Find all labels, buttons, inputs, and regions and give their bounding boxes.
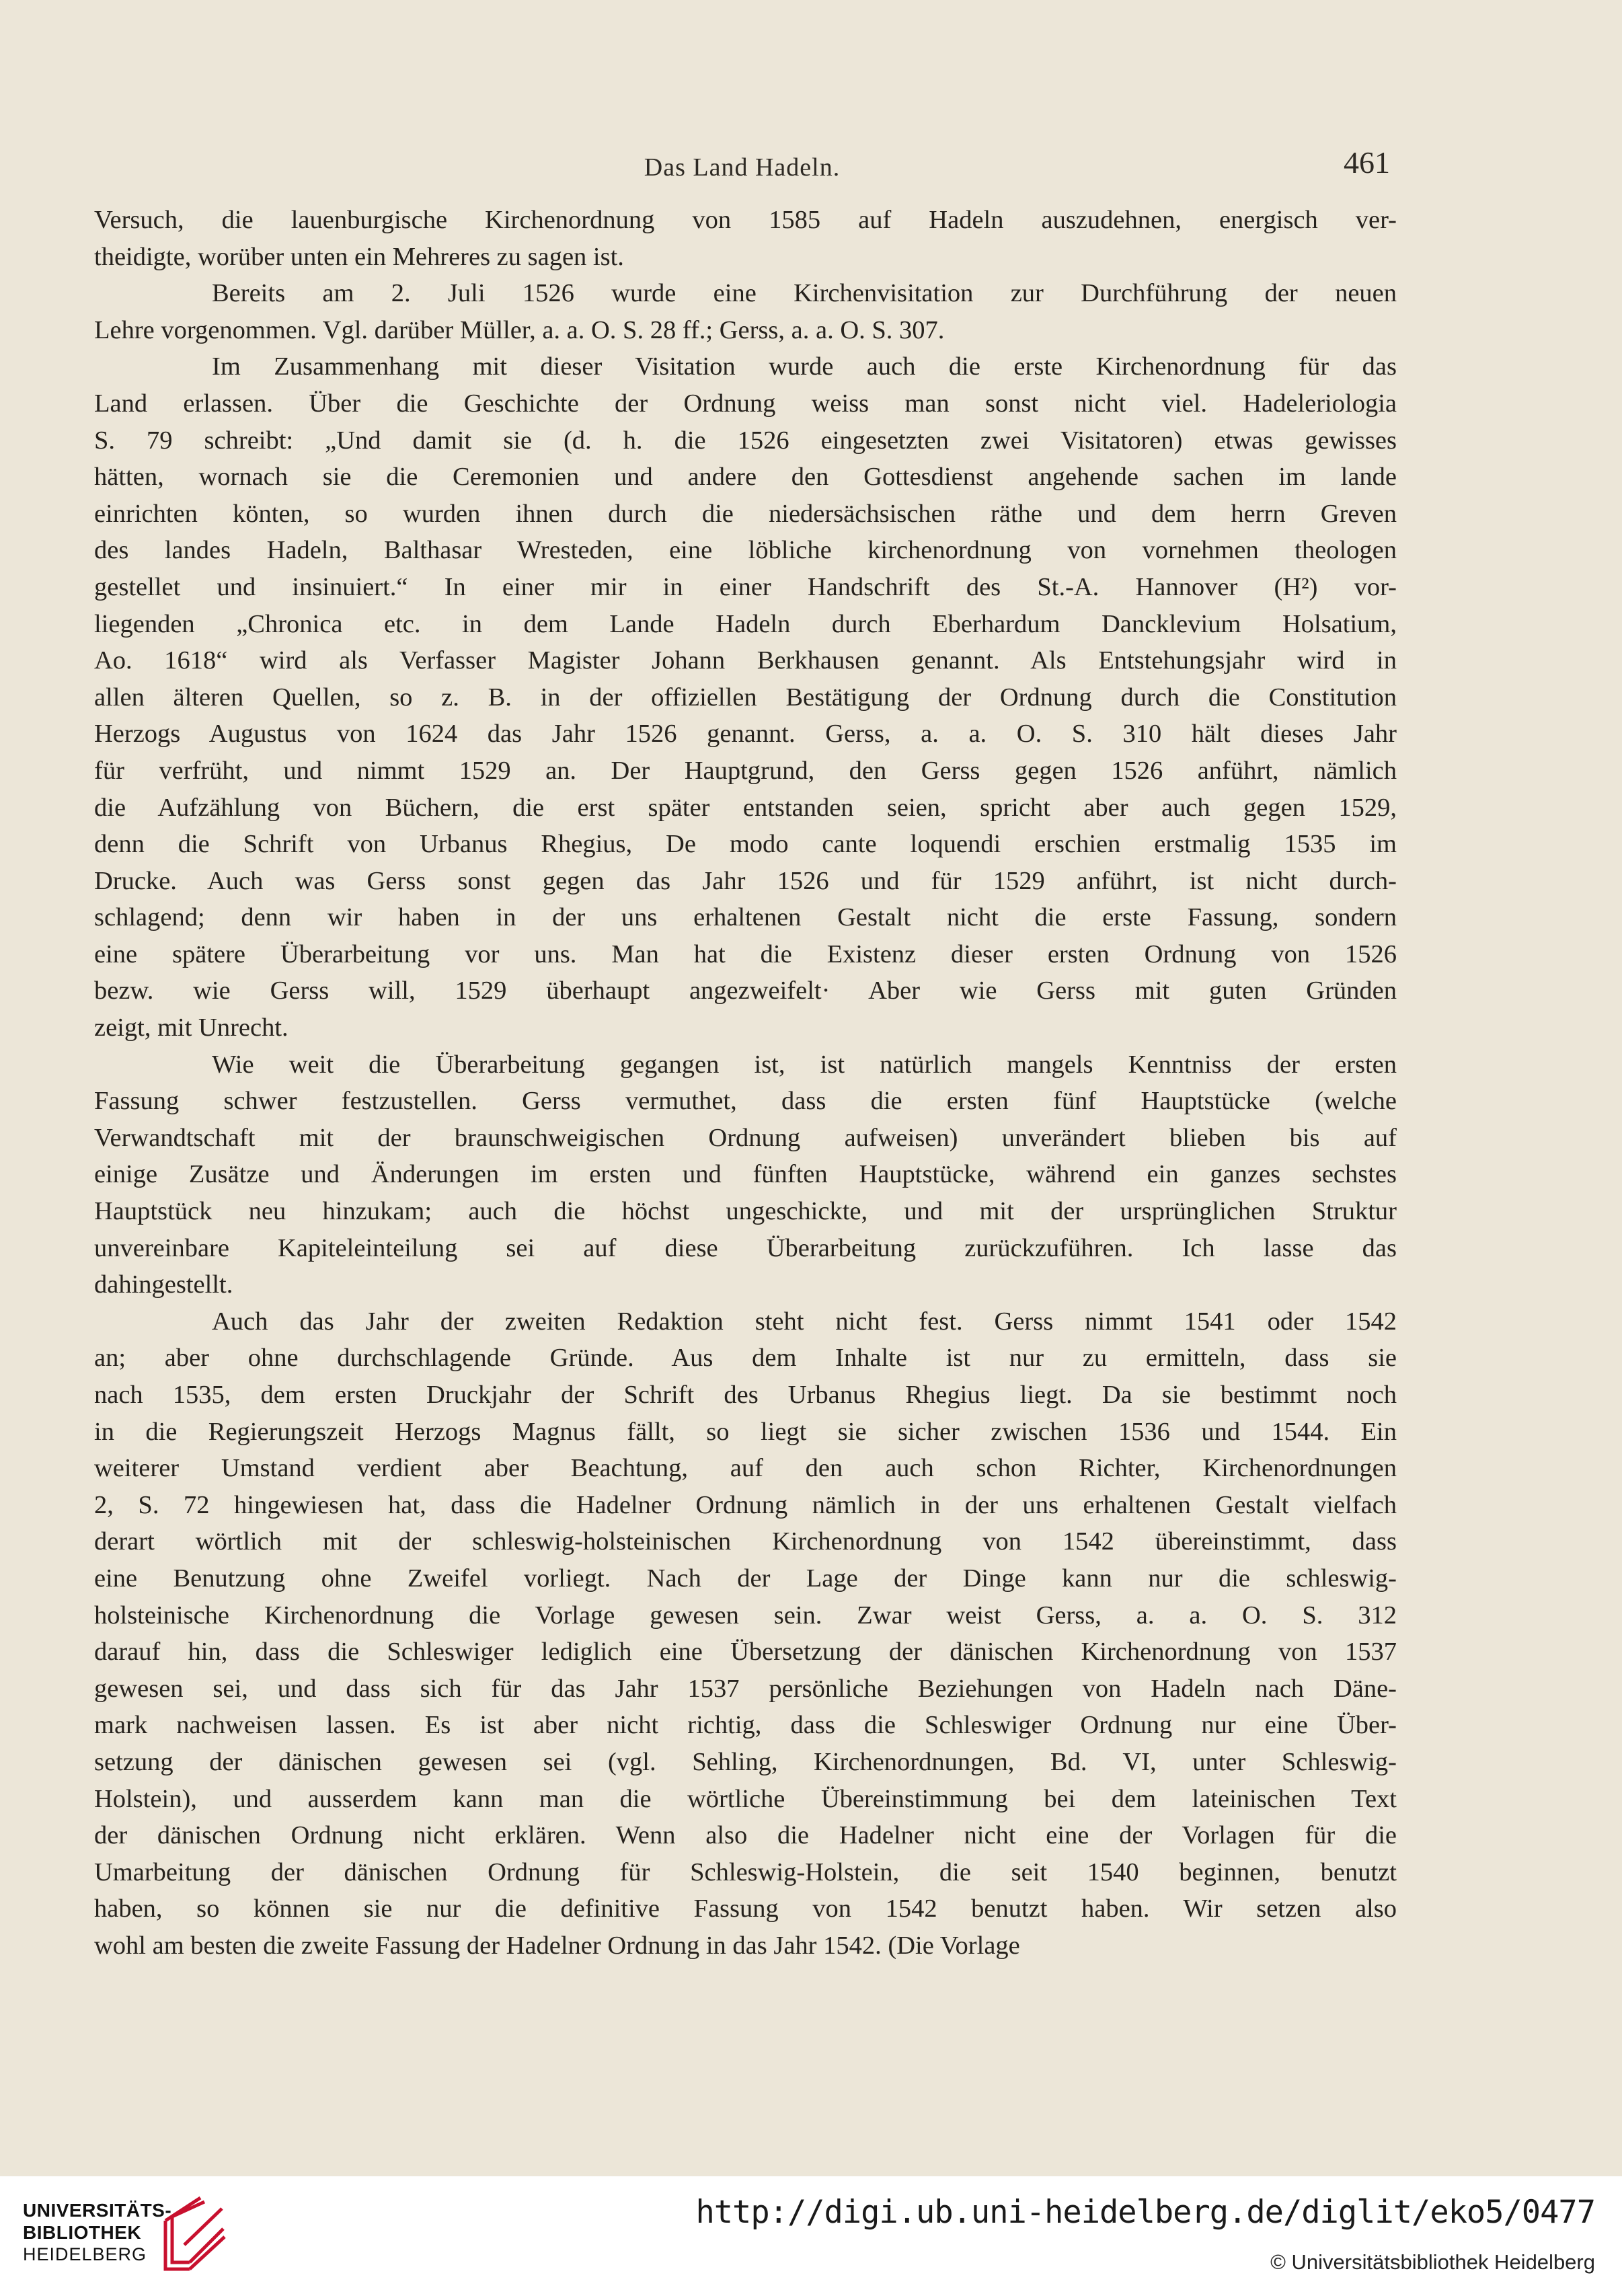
text-line: Hauptstück neu hinzukam; auch die höchst ungeschickte, und mit der ursprünglichen Struktur: [94, 1197, 1397, 1226]
text-line: an; aber ohne durchschlagende Gründe. Aus dem Inhalte ist nur zu ermitteln, dass sie: [94, 1344, 1397, 1373]
text-line: nach 1535, dem ersten Druckjahr der Schrift des Urbanus Rhegius liegt. Da sie bestimmt noch: [94, 1381, 1397, 1409]
text-line: unvereinbare Kapiteleinteilung sei auf diese Überarbeitung zurückzuführen. Ich lasse das: [94, 1233, 1397, 1262]
text-line: weiterer Umstand verdient aber Beachtung, auf den auch schon Richter, Kirchenordnungen: [94, 1454, 1397, 1483]
text-line: Drucke. Auch was Gerss sonst gegen das Jahr 1526 und für 1529 anführt, ist nicht durch-: [94, 866, 1397, 895]
body-text: [94, 202, 1397, 1964]
logo-line-2: BIBLIOTHEK: [23, 2222, 142, 2243]
text-line: eine spätere Überarbeitung vor uns. Man hat die Existenz dieser ersten Ordnung von 1526: [94, 940, 1397, 968]
text-line: Fassung schwer festzustellen. Gerss vermuthet, dass die ersten fünf Hauptstücke (welche: [94, 1087, 1397, 1116]
text-line: Auch das Jahr der zweiten Redaktion steht nicht fest. Gerss nimmt 1541 oder 1542: [212, 1307, 1397, 1336]
text-line: eine Benutzung ohne Zweifel vorliegt. Nach der Lage der Dinge kann nur die schleswig-: [94, 1564, 1397, 1593]
text-line: allen älteren Quellen, so z. B. in der offiziellen Bestätigung der Ordnung durch die Constitution: [94, 683, 1397, 712]
text-line: Herzogs Augustus von 1624 das Jahr 1526 genannt. Gerss, a. a. O. S. 310 hält dieses Jahr: [94, 720, 1397, 749]
text-line: wohl am besten die zweite Fassung der Hadelner Ordnung in das Jahr 1542. (Die Vorlage: [94, 1931, 1020, 1960]
text-line: Umarbeitung der dänischen Ordnung für Schleswig-Holstein, die seit 1540 beginnen, benutzt: [94, 1858, 1397, 1886]
page-number: 461: [1344, 145, 1390, 180]
text-line: haben, so können sie nur die definitive Fassung von 1542 benutzt haben. Wir setzen also: [94, 1895, 1397, 1923]
text-line: 2, S. 72 hingewiesen hat, dass die Hadelner Ordnung nämlich in der uns erhaltenen Gestalt vielfach: [94, 1490, 1397, 1519]
text-line: holsteinische Kirchenordnung die Vorlage gewesen sein. Zwar weist Gerss, a. a. O. S. 312: [94, 1601, 1397, 1630]
text-line: Ao. 1618“ wird als Verfasser Magister Johann Berkhausen genannt. Als Entstehungsjahr wird in: [94, 646, 1397, 675]
text-line: einrichten könten, so wurden ihnen durch die niedersächsischen räthe und dem herrn Greven: [94, 499, 1397, 528]
text-line: Im Zusammenhang mit dieser Visitation wurde auch die erste Kirchenordnung für das: [212, 352, 1397, 381]
text-line: bezw. wie Gerss will, 1529 überhaupt angezweifelt· Aber wie Gerss mit guten Gründen: [94, 977, 1397, 1005]
text-line: schlagend; denn wir haben in der uns erhaltenen Gestalt nicht die erste Fassung, sondern: [94, 903, 1397, 932]
text-line: Wie weit die Überarbeitung gegangen ist, ist natürlich mangels Kenntniss der ersten: [212, 1050, 1397, 1079]
copyright-notice: © Universitätsbibliothek Heidelberg: [1270, 2250, 1595, 2274]
text-line: für verfrüht, und nimmt 1529 an. Der Hauptgrund, den Gerss gegen 1526 anführt, nämlich: [94, 756, 1397, 785]
text-line: in die Regierungszeit Herzogs Magnus fällt, so liegt sie sicher zwischen 1536 und 1544. Ein: [94, 1417, 1397, 1446]
library-logo-text: [23, 2199, 172, 2266]
text-line: Land erlassen. Über die Geschichte der Ordnung weiss man sonst nicht viel. Hadeleriologia: [94, 389, 1397, 418]
text-line: Holstein), und ausserdem kann man die wörtliche Übereinstimmung bei dem lateinischen Text: [94, 1784, 1397, 1813]
text-line: gestellet und insinuiert.“ In einer mir in einer Handschrift des St.-A. Hannover (H²) vor-: [94, 572, 1397, 601]
logo-line-1: UNIVERSITÄTS-: [23, 2200, 172, 2221]
permalink-url[interactable]: http://digi.ub.uni-heidelberg.de/diglit/eko5/0477: [695, 2194, 1595, 2231]
running-head-title: Das Land Hadeln.: [644, 153, 841, 182]
text-line: setzung der dänischen gewesen sei (vgl. Sehling, Kirchenordnungen, Bd. VI, unter Schleswig-: [94, 1747, 1397, 1776]
running-head: [94, 145, 1390, 185]
text-line: theidigte, worüber unten ein Mehreres zu sagen ist.: [94, 242, 624, 271]
text-line: der dänischen Ordnung nicht erklären. Wenn also die Hadelner nicht eine der Vorlagen für die: [94, 1821, 1397, 1850]
library-logo-icon: [160, 2194, 227, 2274]
text-line: gewesen sei, und dass sich für das Jahr 1537 persönliche Beziehungen von Hadeln nach Däne-: [94, 1674, 1397, 1703]
text-line: Bereits am 2. Juli 1526 wurde eine Kirchenvisitation zur Durchführung der neuen: [212, 279, 1397, 308]
text-line: die Aufzählung von Büchern, die erst später entstanden seien, spricht aber auch gegen 1529,: [94, 793, 1397, 822]
text-line: hätten, wornach sie die Ceremonien und andere den Gottesdienst angehende sachen im lande: [94, 463, 1397, 492]
text-line: des landes Hadeln, Balthasar Wresteden, eine löbliche kirchenordnung von vornehmen theologen: [94, 536, 1397, 565]
text-line: darauf hin, dass die Schleswiger lediglich eine Übersetzung der dänischen Kirchenordnung von 1537: [94, 1638, 1397, 1667]
text-line: mark nachweisen lassen. Es ist aber nicht richtig, dass die Schleswiger Ordnung nur eine Über-: [94, 1711, 1397, 1740]
text-line: S. 79 schreibt: „Und damit sie (d. h. die 1526 eingesetzten zwei Visitatoren) etwas gewisses: [94, 426, 1397, 455]
text-line: Lehre vorgenommen. Vgl. darüber Müller, a. a. O. S. 28 ff.; Gerss, a. a. O. S. 307.: [94, 315, 945, 344]
text-line: liegenden „Chronica etc. in dem Lande Hadeln durch Eberhardum Dancklevium Holsatium,: [94, 609, 1397, 638]
text-line: einige Zusätze und Änderungen im ersten und fünften Hauptstücke, während ein ganzes sechstes: [94, 1160, 1397, 1189]
text-line: derart wörtlich mit der schleswig-holsteinischen Kirchenordnung von 1542 übereinstimmt, dass: [94, 1527, 1397, 1556]
text-line: dahingestellt.: [94, 1270, 233, 1299]
text-line: zeigt, mit Unrecht.: [94, 1013, 288, 1042]
text-line: Versuch, die lauenburgische Kirchenordnung von 1585 auf Hadeln auszudehnen, energisch ver-: [94, 206, 1397, 234]
logo-line-3: HEIDELBERG: [23, 2244, 147, 2264]
text-line: denn die Schrift von Urbanus Rhegius, De modo cante loquendi erschien erstmalig 1535 im: [94, 830, 1397, 859]
text-line: Verwandtschaft mit der braunschweigischen Ordnung aufweisen) unverändert blieben bis auf: [94, 1123, 1397, 1152]
